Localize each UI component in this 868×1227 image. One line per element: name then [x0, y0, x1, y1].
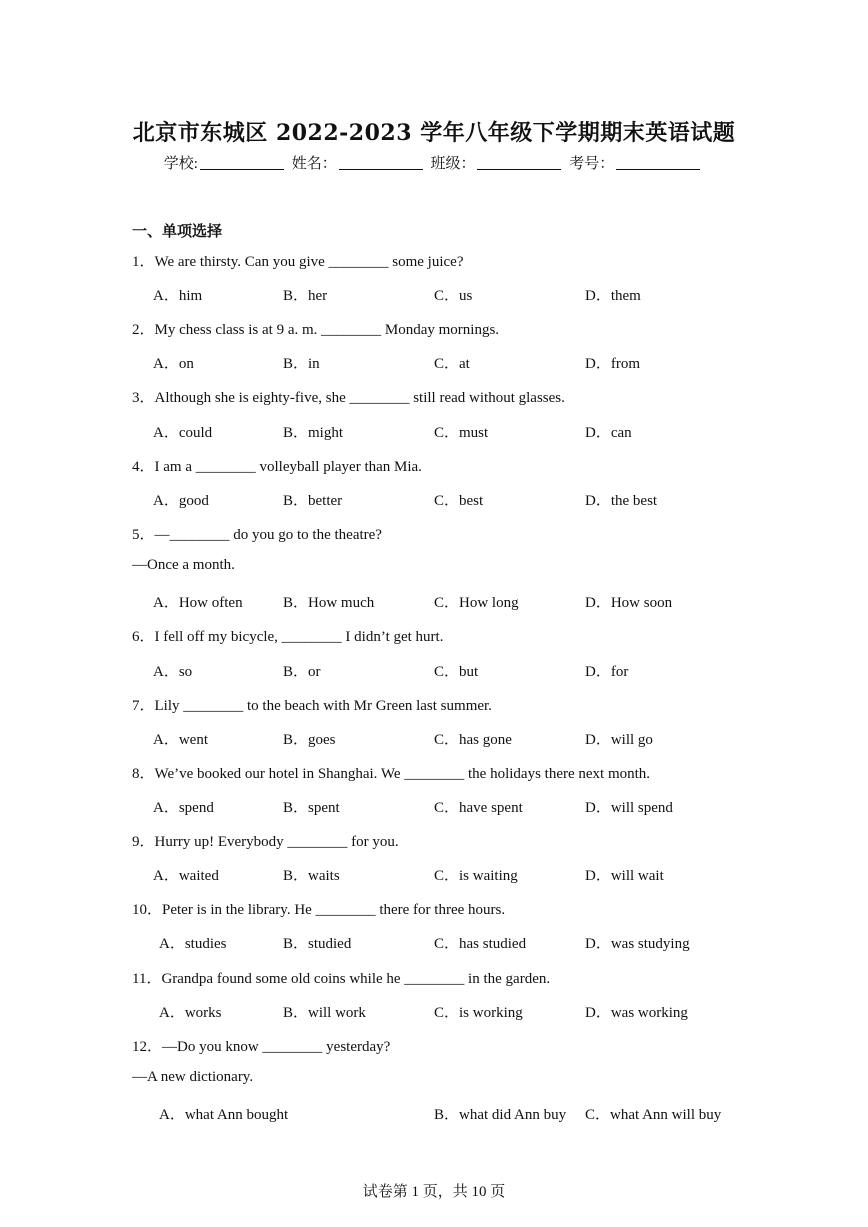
question-5: 5．—________ do you go to the theatre?	[132, 527, 382, 543]
school-label: 学校:	[163, 156, 198, 172]
q3-option-b[interactable]: B．might	[283, 425, 344, 441]
q10-option-c[interactable]: C．has studied	[434, 936, 527, 952]
q4-option-d[interactable]: D．the best	[585, 493, 658, 509]
question-1: 1．We are thirsty. Can you give ________ some juice?	[132, 254, 464, 270]
name-blank[interactable]	[339, 155, 423, 170]
q7-option-d[interactable]: D．will go	[585, 732, 653, 748]
question-8: 8．We’ve booked our hotel in Shanghai. We ________ the holidays there next month.	[132, 766, 651, 782]
q6-option-d[interactable]: D．for	[585, 664, 629, 680]
q12-option-c[interactable]: C．what Ann will buy	[585, 1107, 722, 1123]
q11-option-c[interactable]: C．is working	[434, 1005, 523, 1021]
q5-option-c[interactable]: C．How long	[434, 595, 519, 611]
q4-option-a[interactable]: A．good	[153, 493, 209, 509]
q10-option-b[interactable]: B．studied	[283, 936, 352, 952]
section-heading: 一、单项选择	[132, 222, 223, 240]
page-footer: 试卷第 1 页，共 10 页	[362, 1184, 506, 1200]
q8-option-b[interactable]: B．spent	[283, 800, 340, 816]
q9-option-c[interactable]: C．is waiting	[434, 868, 518, 884]
question-10: 10．Peter is in the library. He ________ there for three hours.	[132, 902, 506, 918]
q8-option-a[interactable]: A．spend	[153, 800, 214, 816]
q6-option-b[interactable]: B．or	[283, 664, 321, 680]
question-4: 4．I am a ________ volleyball player than Mia.	[132, 459, 422, 475]
q2-option-d[interactable]: D．from	[585, 356, 640, 372]
q4-option-c[interactable]: C．best	[434, 493, 484, 509]
q1-option-a[interactable]: A．him	[153, 288, 203, 304]
question-12: 12．—Do you know ________ yesterday?	[132, 1039, 391, 1055]
q6-option-c[interactable]: C．but	[434, 664, 479, 680]
question-2: 2．My chess class is at 9 a. m. ________ Monday mornings.	[132, 322, 500, 338]
question-3: 3．Although she is eighty-five, she ________ still read without glasses.	[132, 390, 565, 406]
q4-option-b[interactable]: B．better	[283, 493, 343, 509]
exam-number-label: 考号：	[569, 156, 615, 172]
school-blank[interactable]	[200, 155, 284, 170]
q9-option-a[interactable]: A．waited	[153, 868, 219, 884]
q2-option-a[interactable]: A．on	[153, 356, 194, 372]
class-blank[interactable]	[477, 155, 561, 170]
q7-option-c[interactable]: C．has gone	[434, 732, 512, 748]
q2-option-c[interactable]: C．at	[434, 356, 470, 372]
q1-option-d[interactable]: D．them	[585, 288, 641, 304]
q5-reply: —Once a month.	[132, 557, 235, 573]
q11-option-a[interactable]: A．works	[159, 1005, 222, 1021]
q8-option-c[interactable]: C．have spent	[434, 800, 523, 816]
q2-option-b[interactable]: B．in	[283, 356, 320, 372]
q7-option-b[interactable]: B．goes	[283, 732, 336, 748]
question-7: 7．Lily ________ to the beach with Mr Green last summer.	[132, 698, 492, 714]
q11-option-b[interactable]: B．will work	[283, 1005, 366, 1021]
q10-option-a[interactable]: A．studies	[159, 936, 227, 952]
q5-option-d[interactable]: D．How soon	[585, 595, 673, 611]
q9-option-b[interactable]: B．waits	[283, 868, 340, 884]
q6-option-a[interactable]: A．so	[153, 664, 193, 680]
question-11: 11．Grandpa found some old coins while he ________ in the garden.	[132, 971, 551, 987]
q5-option-b[interactable]: B．How much	[283, 595, 375, 611]
q5-option-a[interactable]: A．How often	[153, 595, 243, 611]
q9-option-d[interactable]: D．will wait	[585, 868, 664, 884]
q10-option-d[interactable]: D．was studying	[585, 936, 690, 952]
q12-option-b[interactable]: B．what did Ann buy	[434, 1107, 567, 1123]
class-label: 班级：	[430, 156, 476, 172]
q12-option-a[interactable]: A．what Ann bought	[159, 1107, 289, 1123]
q8-option-d[interactable]: D．will spend	[585, 800, 673, 816]
question-6: 6．I fell off my bicycle, ________ I didn’t get hurt.	[132, 629, 444, 645]
student-info-line	[0, 152, 868, 173]
exam-title: 北京市东城区 2022-2023 学年八年级下学期期末英语试题	[132, 120, 736, 146]
q1-option-c[interactable]: C．us	[434, 288, 473, 304]
question-9: 9．Hurry up! Everybody ________ for you.	[132, 834, 399, 850]
exam-number-blank[interactable]	[616, 155, 700, 170]
q3-option-d[interactable]: D．can	[585, 425, 632, 441]
q3-option-c[interactable]: C．must	[434, 425, 489, 441]
name-label: 姓名：	[291, 156, 337, 172]
q11-option-d[interactable]: D．was working	[585, 1005, 688, 1021]
q12-reply: —A new dictionary.	[132, 1069, 254, 1085]
q1-option-b[interactable]: B．her	[283, 288, 328, 304]
q3-option-a[interactable]: A．could	[153, 425, 213, 441]
q7-option-a[interactable]: A．went	[153, 732, 208, 748]
